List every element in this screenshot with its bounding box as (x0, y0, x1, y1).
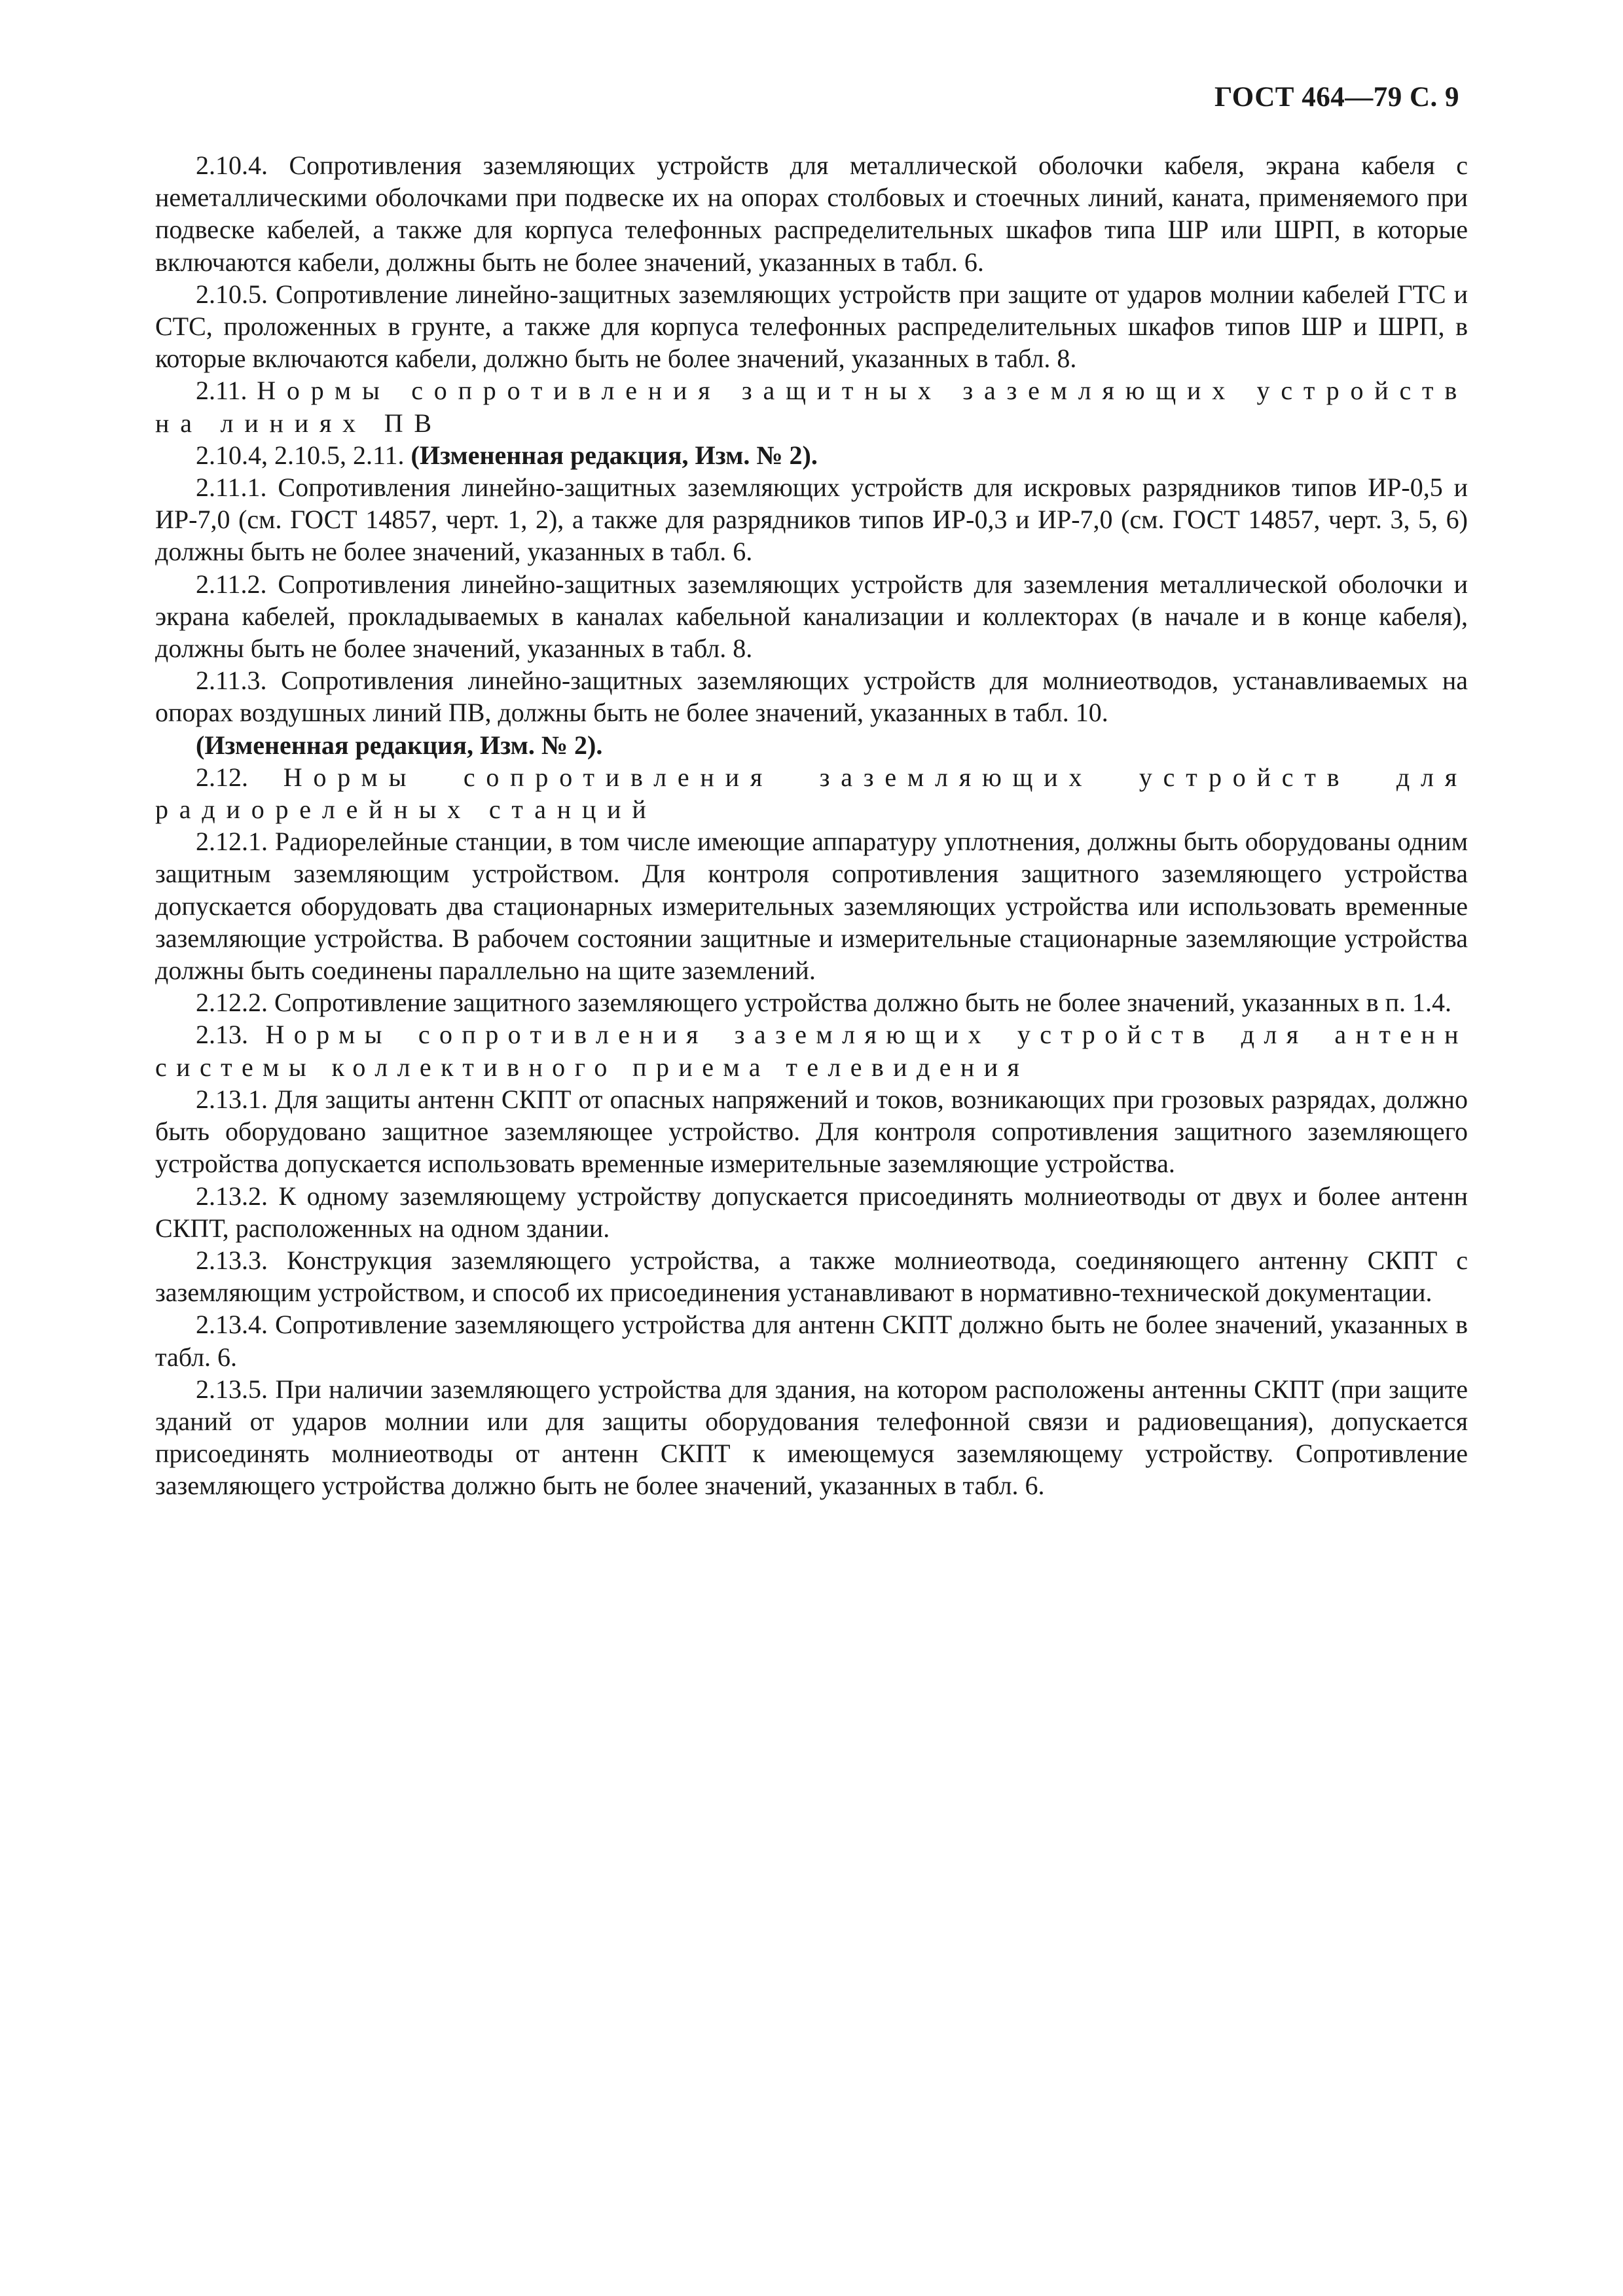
running-header: ГОСТ 464—79 С. 9 (1214, 82, 1459, 113)
paragraph-2-13-1: 2.13.1. Для защиты антенн СКПТ от опасных напряжений и токов, возникающих при грозовых разрядах, должно быть оборудовано защитное заземляющее устройство. Для контроля сопротивления защитного заземляющего устройства допускается использовать временные измерительные заземляющие устройства. (155, 1084, 1468, 1179)
paragraph-2-13-3: 2.13.3. Конструкция заземляющего устройства, а также молниеотвода, соединяющего антенну СКПТ с заземляющим устройством, и способ их присоединения устанавливают в нормативно-технической документации. (155, 1245, 1468, 1308)
section-number: 2.13. (196, 1020, 248, 1050)
body-text (155, 149, 1468, 1502)
section-title-spaced: Нормы сопротивления защитных заземляющих устройств на линиях ПВ (155, 376, 1468, 438)
paragraph-2-12-2: 2.12.2. Сопротивление защитного заземляющего устройства должно быть не более значений, указанных в п. 1.4. (196, 988, 1452, 1018)
section-number: 2.12. (196, 762, 248, 792)
paragraph-2-13-2: 2.13.2. К одному заземляющему устройству допускается присоединять молниеотводы от двух и более антенн СКПТ, расположенных на одном здании. (155, 1181, 1468, 1243)
paragraph-2-13-5: 2.13.5. При наличии заземляющего устройства для здания, на котором расположены антенны СКПТ (при защите зданий от ударов молнии или для защиты оборудования телефонной связи и радиовещания), допускается присоединять молниеотводы от антенн СКПТ к имеющемуся заземляющему устройству. Сопротивление заземляющего устройства должно быть не более значений, указанных в табл. 6. (155, 1374, 1468, 1501)
amendment-note: (Измененная редакция, Изм. № 2). (410, 440, 818, 470)
paragraph-2-11-3: 2.11.3. Сопротивления линейно-защитных заземляющих устройств для молниеотводов, устанавливаемых на опорах воздушных линий ПВ, должны быть не более значений, указанных в табл. 10. (155, 666, 1468, 728)
paragraph-2-12-1: 2.12.1. Радиорелейные станции, в том числе имеющие аппаратуру уплотнения, должны быть оборудованы одним защитным заземляющим устройством. Для контроля сопротивления защитного заземляющего устройства допускается оборудовать два стационарных измерительных заземляющих устройства или использовать временные заземляющие устройства. В рабочем состоянии защитные и измерительные стационарные заземляющие устройства должны быть соединены параллельно на щите заземлений. (155, 827, 1468, 986)
section-heading-2-13 (155, 1018, 1468, 1083)
amendment-reference: 2.10.4, 2.10.5, 2.11. (196, 440, 405, 470)
section-heading-2-11 (155, 374, 1468, 439)
paragraph-2-11-2: 2.11.2. Сопротивления линейно-защитных заземляющих устройств для заземления металлической оболочки и экрана кабелей, прокладываемых в каналах кабельной канализации и коллекторах (в начале и в конце кабеля), должны быть не более значений, указанных в табл. 8. (155, 569, 1468, 664)
paragraph-2-11-1: 2.11.1. Сопротивления линейно-защитных заземляющих устройств для искровых разрядников типов ИР-0,5 и ИР-7,0 (см. ГОСТ 14857, черт. 1, 2), а также для разрядников типов ИР-0,3 и ИР-7,0 (см. ГОСТ 14857, черт. 3, 5, 6) должны быть не более значений, указанных в табл. 6. (155, 473, 1468, 567)
section-title-spaced: Нормы сопротивления заземляющих устройств для радиорелейных станций (155, 762, 1468, 825)
section-title-spaced: Нормы сопротивления заземляющих устройств для антенн системы коллективного приема телевидения (155, 1020, 1468, 1082)
section-heading-2-12 (155, 761, 1468, 825)
section-number: 2.11. (196, 376, 247, 406)
paragraph-2-10-4: 2.10.4. Сопротивления заземляющих устройств для металлической оболочки кабеля, экрана кабеля с неметаллическими оболочками при подвеске их на опорах столбовых и стоечных линий, каната, применяемого при подвеске кабелей, а также для корпуса телефонных распределительных шкафов типа ШР или ШРП, в которые включаются кабели, должны быть не более значений, указанных в табл. 6. (155, 151, 1468, 277)
paragraph-2-13-4: 2.13.4. Сопротивление заземляющего устройства для антенн СКПТ должно быть не более значений, указанных в табл. 6. (155, 1310, 1468, 1372)
paragraph-2-10-5: 2.10.5. Сопротивление линейно-защитных заземляющих устройств при защите от ударов молнии кабелей ГТС и СТС, проложенных в грунте, а также для корпуса телефонных распределительных шкафов типов ШР и ШРП, в которые включаются кабели, должно быть не более значений, указанных в табл. 8. (155, 279, 1468, 374)
amendment-note-2: (Измененная редакция, Изм. № 2). (196, 730, 603, 760)
amendment-note-1 (155, 439, 1468, 471)
